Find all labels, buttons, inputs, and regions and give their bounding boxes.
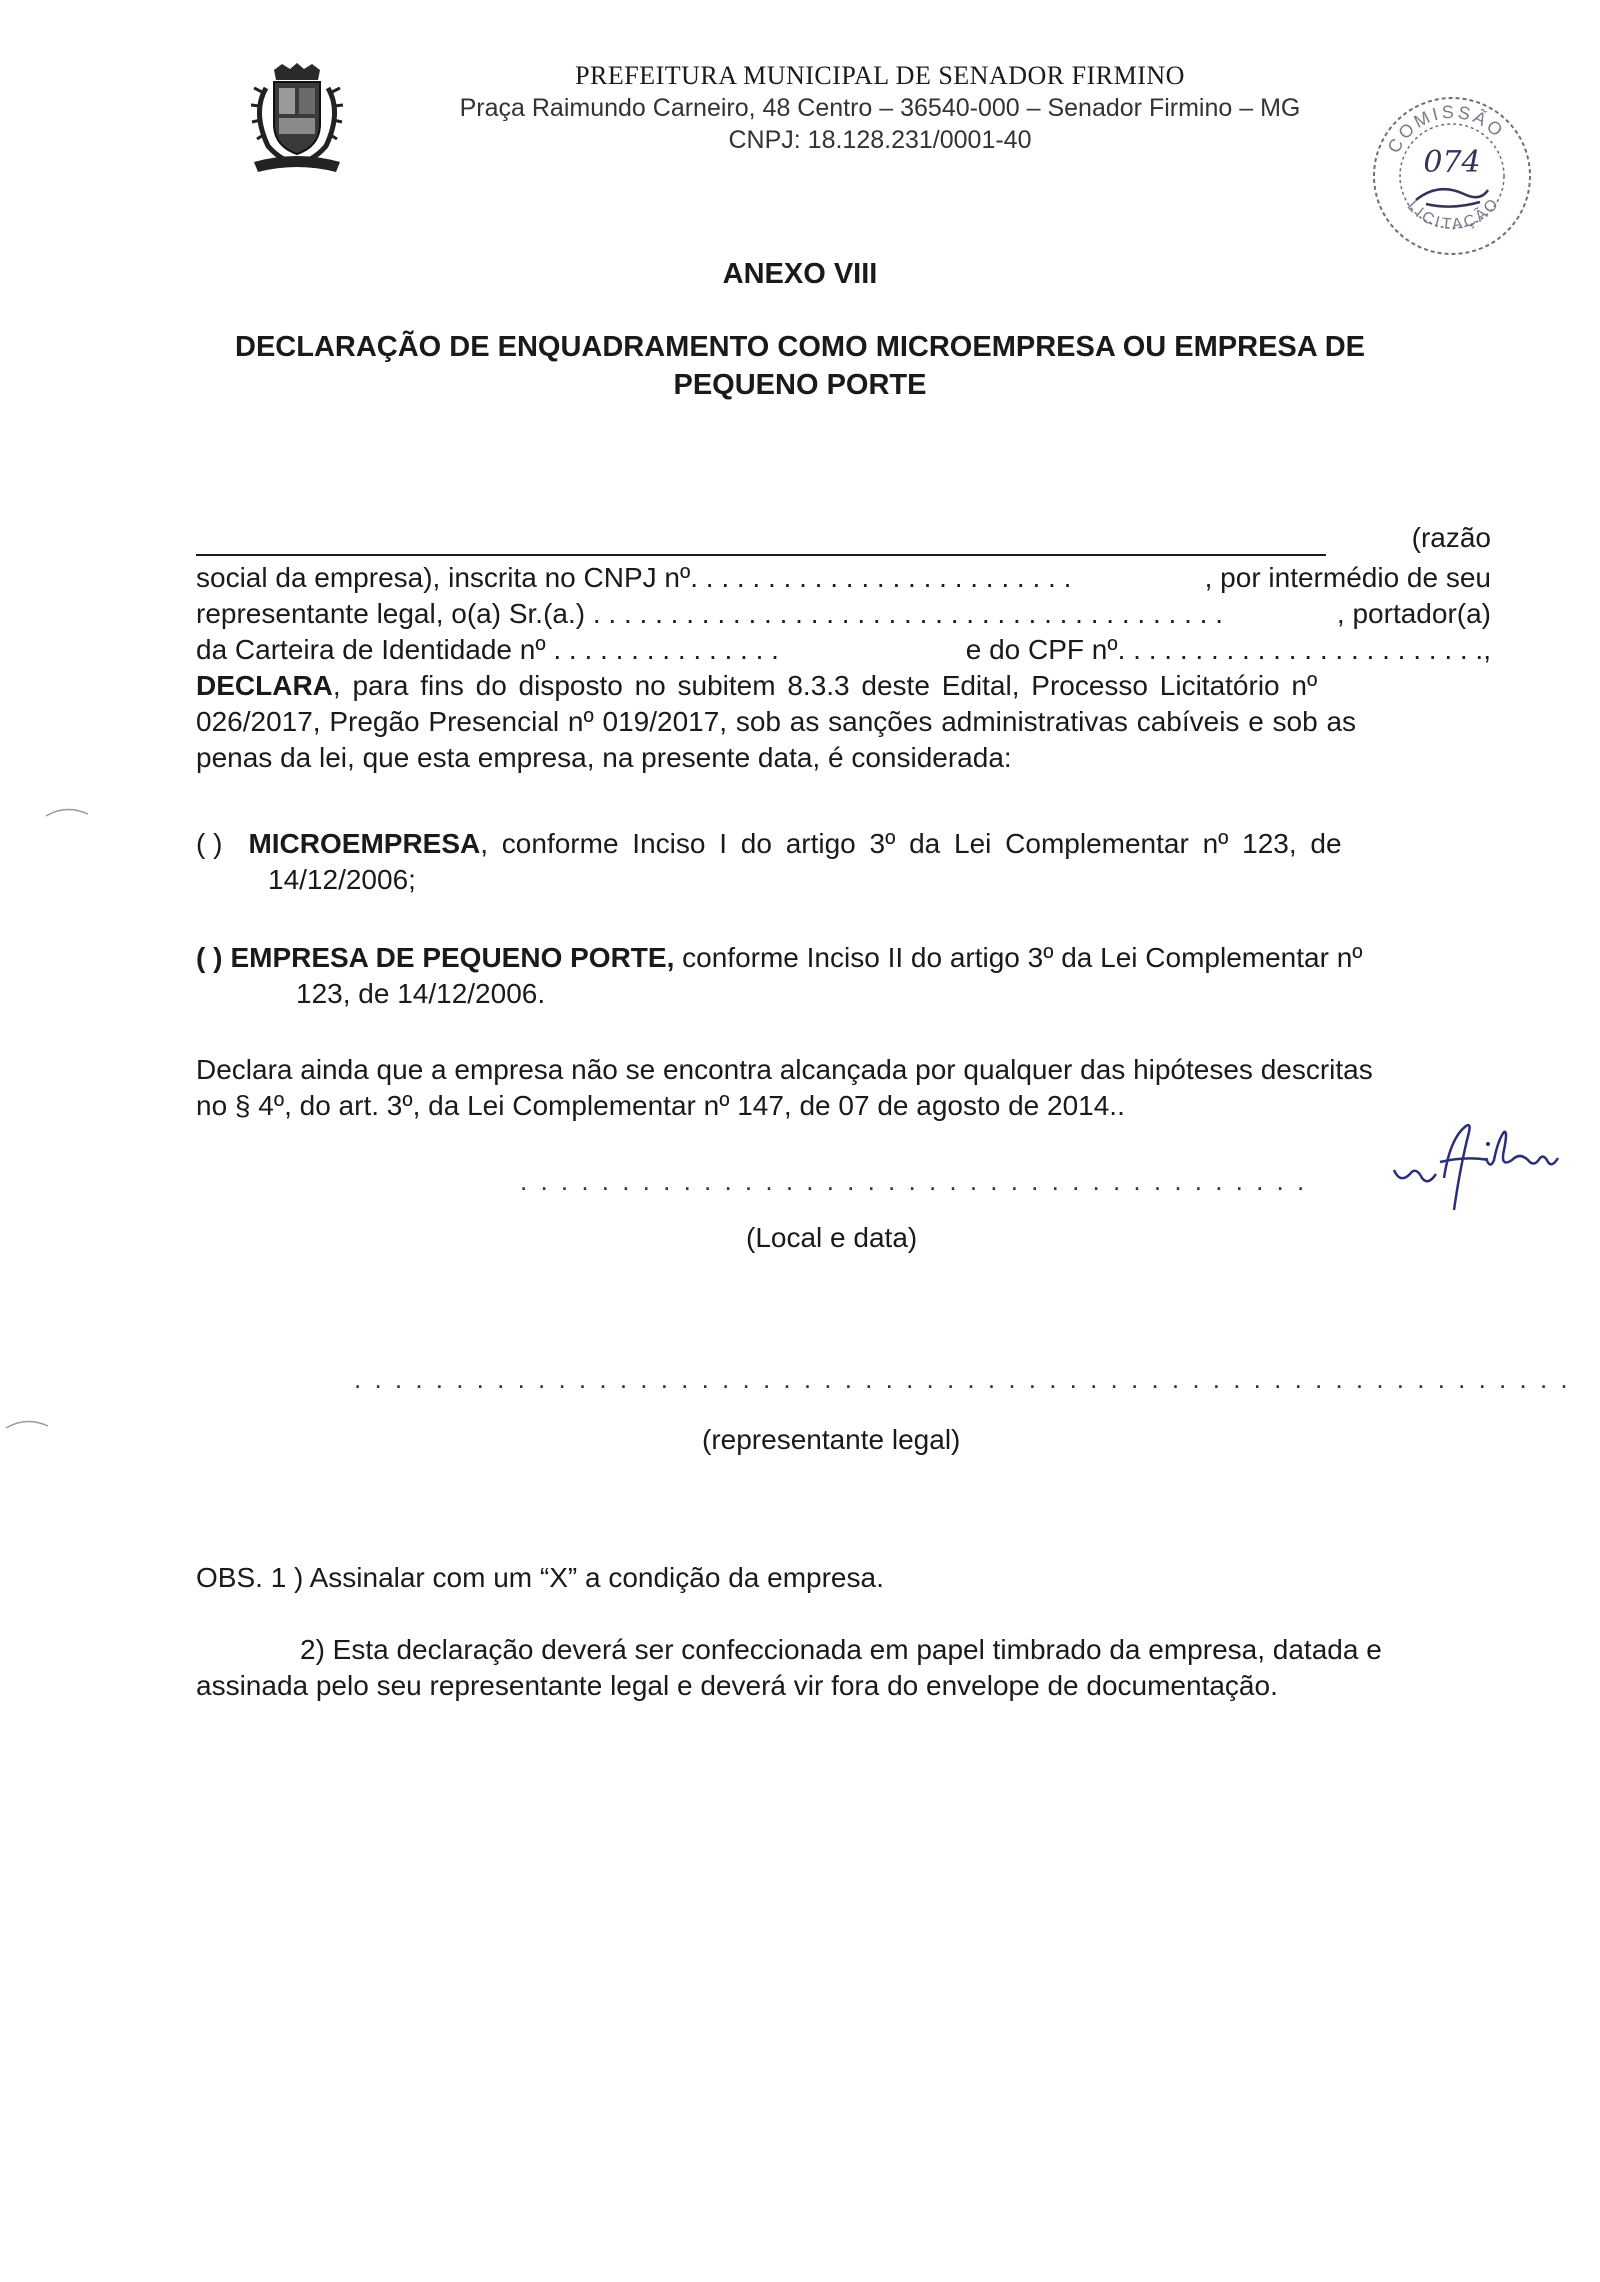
razao-label: (razão xyxy=(1411,522,1491,553)
representative-blank: representante legal, o(a) Sr.(a.) . . . . . . . . . . . . . . . . . . . . . . . . . . . . . . . . . . . . . . . . . xyxy=(196,598,1223,629)
annex-heading: ANEXO VIII xyxy=(722,258,878,290)
scan-mark xyxy=(4,1414,50,1432)
municipality-cnpj: CNPJ: 18.128.231/0001-40 xyxy=(728,126,1032,154)
place-date-blank: . . . . . . . . . . . . . . . . . . . . . . . . . . . . . . . . . . . . . . . xyxy=(520,1166,1308,1196)
declaration-line-1 xyxy=(196,560,1491,596)
company-name-field xyxy=(196,522,1491,558)
declaration-line-6: penas da lei, que esta empresa, na presente data, é considerada: xyxy=(196,742,1012,773)
company-name-blank-line xyxy=(196,554,1326,556)
obs-note-1: OBS. 1 ) Assinalar com um “X” a condição da empresa. xyxy=(196,1562,884,1593)
declaration-title: DECLARAÇÃO DE ENQUADRAMENTO COMO MICROEMPRESA OU EMPRESA DE PEQUENO PORTE xyxy=(235,331,1365,401)
option-text xyxy=(196,826,1342,862)
cnpj-blank: social da empresa), inscrita no CNPJ nº. . . . . . . . . . . . . . . . . . . . . . . . . xyxy=(196,562,1072,593)
cpf-blank: e do CPF nº. . . . . . . . . . . . . . . . . . . . . . . ., xyxy=(965,634,1491,665)
text-segment: conforme Inciso II do artigo 3º da Lei Complementar nº xyxy=(674,942,1363,973)
option-microempresa xyxy=(196,826,1491,898)
text-segment: , para fins do disposto no subitem 8.3.3 deste Edital, Processo Licitatório nº xyxy=(332,670,1318,701)
microempresa-label: MICROEMPRESA xyxy=(248,828,481,859)
representative-signature-blank: . . . . . . . . . . . . . . . . . . . . . . . . . . . . . . . . . . . . . . . . . . . . . . . . . . . . . . . . . . . . xyxy=(354,1364,1571,1394)
municipality-title: PREFEITURA MUNICIPAL DE SENADOR FIRMINO xyxy=(575,61,1185,90)
letterhead xyxy=(380,60,1380,156)
microempresa-checkbox[interactable]: ( ) xyxy=(196,828,223,859)
municipal-crest-icon xyxy=(244,62,350,178)
declara-keyword: DECLARA xyxy=(196,670,333,701)
further-declaration xyxy=(196,1052,1491,1124)
obs-note-2-line-2: assinada pelo seu representante legal e deverá vir fora do envelope de documentação. xyxy=(196,1670,1278,1701)
declaration-line-3 xyxy=(196,632,1491,668)
place-date-caption: (Local e data) xyxy=(746,1222,918,1253)
svg-text:LICITAÇÃO xyxy=(1404,194,1504,234)
text-segment: , portador(a) xyxy=(1336,598,1491,629)
handwritten-initials xyxy=(1388,1118,1564,1214)
text-segment: , conforme Inciso I do artigo 3º da Lei Complementar nº 123, de xyxy=(480,828,1342,859)
declaration-paragraph xyxy=(196,560,1491,776)
declaration-line-4 xyxy=(196,668,1491,704)
microempresa-continuation: 14/12/2006; xyxy=(268,864,416,895)
option-line xyxy=(196,940,1491,976)
further-line-1: Declara ainda que a empresa não se encontra alcançada por qualquer das hipóteses descritas xyxy=(196,1054,1373,1085)
declaration-line-5: 026/2017, Pregão Presencial nº 019/2017, sob as sanções administrativas cabíveis e sob as xyxy=(196,706,1357,737)
stamp-number: 074 xyxy=(1423,145,1481,180)
text-segment: , por intermédio de seu xyxy=(1204,562,1491,593)
further-line-2: no § 4º, do art. 3º, da Lei Complementar nº 147, de 07 de agosto de 2014.. xyxy=(196,1090,1125,1121)
epp-label: EMPRESA DE PEQUENO PORTE, xyxy=(230,942,675,973)
obs-note-2-line-1: 2) Esta declaração deverá ser confeccionada em papel timbrado da empresa, datada e xyxy=(300,1634,1382,1665)
option-epp xyxy=(196,940,1491,1012)
representative-caption: (representante legal) xyxy=(702,1424,961,1455)
stamp-top-text: COMISSÃO xyxy=(1383,101,1509,157)
obs-note-2 xyxy=(196,1632,1491,1704)
commission-stamp xyxy=(1368,92,1536,260)
id-blank: da Carteira de Identidade nº . . . . . . . . . . . . . . . xyxy=(196,634,779,665)
stamp-bottom-text: LICITAÇÃO xyxy=(1403,193,1504,234)
epp-checkbox[interactable]: ( ) xyxy=(196,942,223,973)
epp-continuation: 123, de 14/12/2006. xyxy=(296,978,546,1009)
declaration-line-2 xyxy=(196,596,1491,632)
scan-mark xyxy=(44,802,90,820)
municipality-address: Praça Raimundo Carneiro, 48 Centro – 36540-000 – Senador Firmino – MG xyxy=(459,94,1301,122)
option-line xyxy=(196,826,1491,862)
